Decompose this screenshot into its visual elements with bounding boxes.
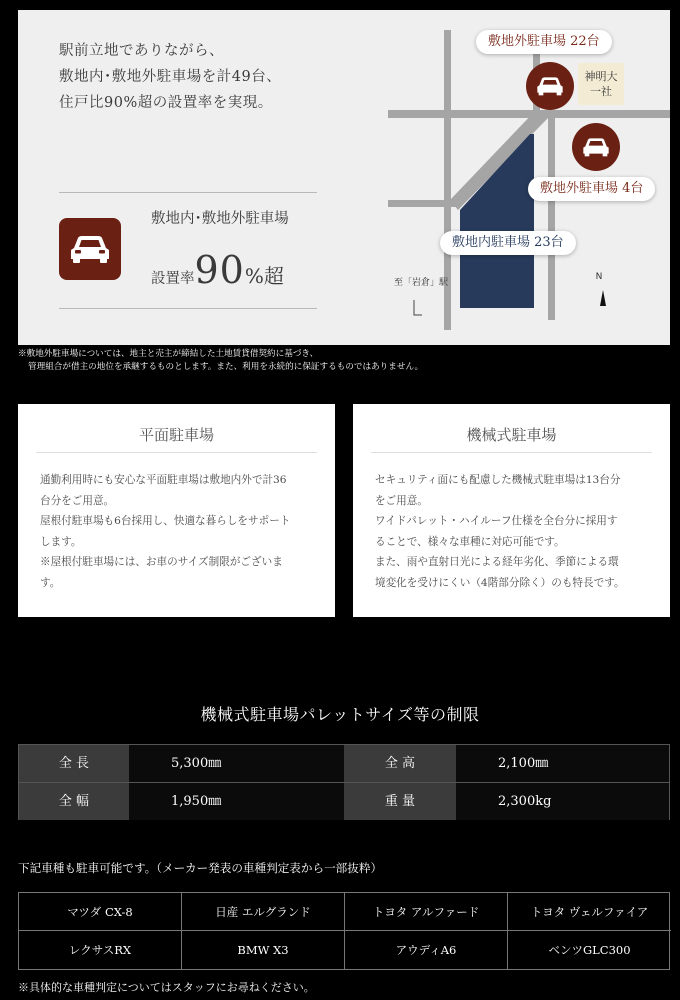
card-body <box>375 470 650 593</box>
card-line: 台分をご用意。 <box>40 494 115 507</box>
card-line: します。 <box>40 535 82 548</box>
spec-value: 2,300kg <box>456 783 669 820</box>
card-line: ワイドパレット・ハイルーフ仕様を全台分に採用す <box>375 515 618 527</box>
rate-prefix: 設置率 <box>151 271 195 287</box>
card-title: 平面駐車場 <box>138 426 214 444</box>
spec-value: 2,100㎜ <box>456 745 669 782</box>
divider <box>59 308 317 309</box>
divider <box>371 452 652 453</box>
rate-suffix: %超 <box>244 264 284 288</box>
divider <box>36 452 317 453</box>
north-label: N <box>595 272 603 282</box>
mechanical-parking-card <box>353 404 670 617</box>
shrine-line: 神明大 <box>584 70 618 83</box>
off-site-parking-22-label: 敷地外駐車場 22台 <box>476 30 612 54</box>
card-line: す。 <box>40 576 61 589</box>
rate-value: 90 <box>194 248 245 292</box>
pallet-size-title: 機械式駐車場パレットサイズ等の制限 <box>200 705 480 724</box>
card-line: ※屋根付駐車場には、お車のサイズ制限がございま <box>40 556 283 568</box>
on-site-parking-23-label: 敷地内駐車場 23台 <box>440 231 576 255</box>
site-map <box>388 10 670 345</box>
car-model: アウディA6 <box>345 931 508 969</box>
card-line: ることで、様々な車種に対応可能です。 <box>375 535 565 548</box>
station-arrow <box>414 300 422 315</box>
note-line: ※敷地外駐車場については、地主と売主が締結した土地賃貸借契約に基づき、 <box>18 349 319 359</box>
card-line: 屋根付駐車場も6台採用し、快適な暮らしをサポート <box>40 515 291 527</box>
off-site-parking-note <box>18 348 423 374</box>
hero-line: 敷地内･敷地外駐車場を計49台、 <box>59 69 282 85</box>
car-model: トヨタ アルファード <box>345 893 508 931</box>
station-direction-label: 至「岩倉」駅 <box>394 278 449 288</box>
card-line: また、雨や直射日光による経年劣化、季節による環 <box>375 556 619 568</box>
car-model: レクサスRX <box>19 931 182 969</box>
car-judgement-note: ※具体的な車種判定についてはスタッフにお尋ねください。 <box>18 981 315 994</box>
spec-value: 1,950㎜ <box>129 783 344 820</box>
spec-key: 全 高 <box>344 745 456 782</box>
card-line: をご用意。 <box>375 494 428 507</box>
car-icon <box>59 218 121 280</box>
divider <box>59 192 317 193</box>
shrine-label <box>578 63 624 105</box>
pallet-size-table <box>18 744 670 820</box>
flat-parking-card <box>18 404 335 617</box>
shrine-line: 一社 <box>590 85 612 98</box>
note-line: 管理組合が借主の地位を承継するものとします。また、利用を永続的に保証するものではありません。 <box>28 362 424 372</box>
car-model: 日産 エルグランド <box>182 893 345 931</box>
car-model: マツダ CX-8 <box>19 893 182 931</box>
parking-label: 敷地内･敷地外駐車場 <box>151 211 289 227</box>
spec-key: 全 幅 <box>19 783 129 820</box>
north-arrow-icon <box>600 290 606 306</box>
car-model: ベンツGLC300 <box>548 943 631 957</box>
car-model: BMW X3 <box>182 931 345 969</box>
card-title: 機械式駐車場 <box>466 426 557 444</box>
card-line: 境変化を受けにくい（4階部分除く）のも特長です。 <box>375 576 625 589</box>
compatible-cars-table <box>18 892 670 970</box>
card-line: 通勤利用時にも安心な平面駐車場は敷地内外で計36 <box>40 474 287 486</box>
hero-line: 駅前立地でありながら、 <box>59 43 224 59</box>
compatible-cars-intro: 下記車種も駐車可能です。（メーカー発表の車種判定表から一部抜粋） <box>18 861 383 875</box>
off-site-parking-4-label: 敷地外駐車場 4台 <box>528 177 655 201</box>
spec-value: 5,300㎜ <box>129 745 344 782</box>
card-line: セキュリティ面にも配慮した機械式駐車場は13台分 <box>375 474 621 486</box>
hero-line: 住戸比90%超の設置率を実現。 <box>59 95 273 111</box>
hero-copy <box>59 38 281 116</box>
card-body <box>40 470 315 593</box>
installation-rate <box>151 248 284 292</box>
spec-key: 全 長 <box>19 745 129 782</box>
car-icon <box>526 62 574 110</box>
car-icon <box>572 123 620 171</box>
spec-key: 重 量 <box>344 783 456 820</box>
car-model: トヨタ ヴェルファイア <box>508 893 671 931</box>
parking-summary-panel <box>18 10 670 345</box>
